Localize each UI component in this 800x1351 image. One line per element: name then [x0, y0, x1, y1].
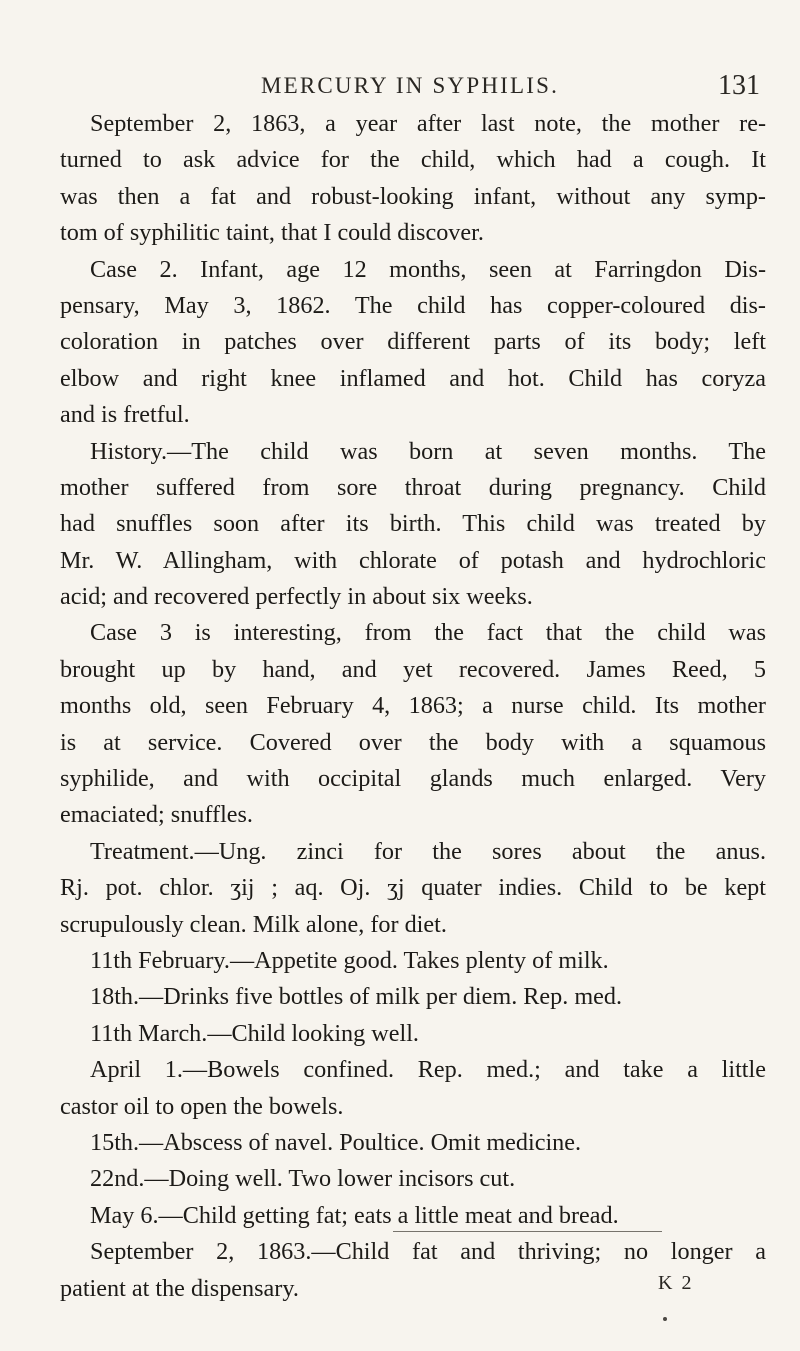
- text-line: 15th.—Abscess of navel. Poultice. Omit medicine.: [90, 1128, 582, 1156]
- body-text: [60, 106, 766, 1307]
- text-line: 18th.—Drinks five bottles of milk per diem. Rep. med.: [90, 983, 623, 1011]
- signature-mark: K 2: [658, 1272, 694, 1294]
- text-line: September 2, 1863.—Child fat and thriving; no longer a: [90, 1238, 766, 1266]
- footer-rule: [393, 1231, 662, 1232]
- text-line: patient at the dispensary.: [60, 1274, 299, 1302]
- text-line: turned to ask advice for the child, which had a cough. It: [60, 146, 766, 174]
- text-line: 11th March.—Child looking well.: [90, 1019, 419, 1047]
- text-line: History.—The child was born at seven months. The: [90, 437, 766, 465]
- text-line: 11th February.—Appetite good. Takes plenty of milk.: [90, 946, 609, 974]
- text-line: May 6.—Child getting fat; eats a little meat and bread.: [90, 1201, 619, 1229]
- text-line: Treatment.—Ung. zinci for the sores about the anus.: [90, 837, 766, 865]
- text-line: scrupulously clean. Milk alone, for diet.: [60, 910, 447, 938]
- text-line: pensary, May 3, 1862. The child has copper-coloured dis-: [60, 291, 766, 319]
- running-head: [60, 66, 760, 106]
- text-line: Rj. pot. chlor. ʒij ; aq. Oj. ʒj quater indies. Child to be kept: [60, 874, 766, 902]
- text-line: 22nd.—Doing well. Two lower incisors cut.: [90, 1165, 516, 1193]
- ink-speck: [663, 1317, 667, 1321]
- text-line: Case 2. Infant, age 12 months, seen at Farringdon Dis-: [90, 255, 766, 283]
- text-line: castor oil to open the bowels.: [60, 1092, 344, 1120]
- running-title: MERCURY IN SYPHILIS.: [260, 73, 560, 98]
- text-line: was then a fat and robust-looking infant, without any symp-: [60, 182, 766, 210]
- text-line: emaciated; snuffles.: [60, 801, 253, 829]
- text-line: mother suffered from sore throat during pregnancy. Child: [60, 473, 766, 501]
- text-line: months old, seen February 4, 1863; a nurse child. Its mother: [60, 692, 766, 720]
- text-line: and is fretful.: [60, 401, 190, 429]
- text-line: is at service. Covered over the body with a squamous: [60, 728, 766, 756]
- text-line: acid; and recovered perfectly in about six weeks.: [60, 583, 533, 611]
- text-line: April 1.—Bowels confined. Rep. med.; and take a little: [90, 1056, 766, 1084]
- text-line: syphilide, and with occipital glands much enlarged. Very: [60, 765, 766, 793]
- text-line: elbow and right knee inflamed and hot. Child has coryza: [60, 364, 766, 392]
- text-line: September 2, 1863, a year after last note, the mother re-: [90, 110, 766, 137]
- text-line: Mr. W. Allingham, with chlorate of potash and hydrochloric: [60, 546, 766, 574]
- text-line: Case 3 is interesting, from the fact that the child was: [90, 619, 766, 647]
- text-line: had snuffles soon after its birth. This child was treated by: [60, 510, 766, 538]
- page-number: 131: [718, 70, 760, 101]
- text-line: tom of syphilitic taint, that I could discover.: [60, 219, 484, 247]
- text-line: coloration in patches over different parts of its body; left: [60, 328, 766, 356]
- text-line: brought up by hand, and yet recovered. James Reed, 5: [60, 655, 766, 683]
